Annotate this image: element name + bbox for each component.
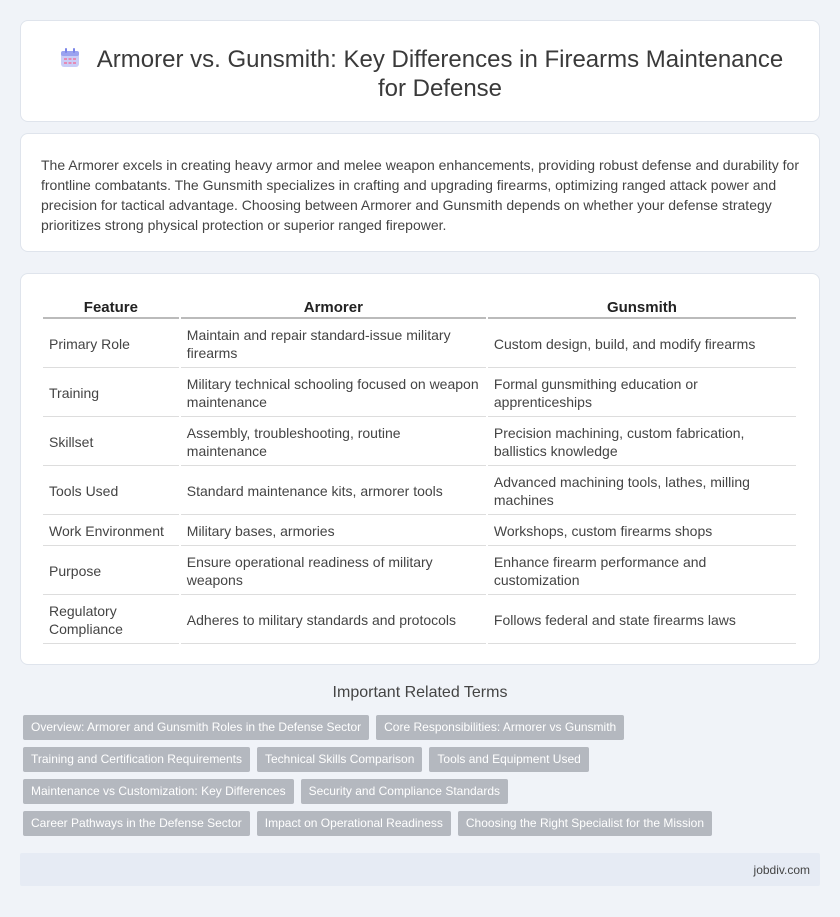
table-row	[43, 548, 796, 595]
gunsmith-cell: Precision machining, custom fabrication, ballistics knowledge	[488, 419, 796, 466]
armorer-cell: Ensure operational readiness of military weapons	[181, 548, 486, 595]
table-row	[43, 419, 796, 466]
comparison-card	[20, 273, 820, 665]
gunsmith-cell: Enhance firearm performance and customization	[488, 548, 796, 595]
feature-cell: Purpose	[43, 548, 179, 595]
intro-card	[20, 133, 820, 252]
related-term-tag[interactable]: Core Responsibilities: Armorer vs Gunsmith	[376, 715, 624, 740]
armorer-cell: Military bases, armories	[181, 517, 486, 546]
related-term-tag[interactable]: Choosing the Right Specialist for the Mission	[458, 811, 712, 836]
gunsmith-cell: Follows federal and state firearms laws	[488, 597, 796, 644]
table-row	[43, 370, 796, 417]
related-term-tag[interactable]: Training and Certification Requirements	[23, 747, 250, 772]
feature-cell: Tools Used	[43, 468, 179, 515]
armorer-cell: Standard maintenance kits, armorer tools	[181, 468, 486, 515]
feature-cell: Primary Role	[43, 321, 179, 368]
gunsmith-cell: Formal gunsmithing education or apprenticeships	[488, 370, 796, 417]
table-header-row	[43, 297, 796, 319]
armorer-cell: Maintain and repair standard-issue military firearms	[181, 321, 486, 368]
feature-cell: Work Environment	[43, 517, 179, 546]
related-terms-heading: Important Related Terms	[332, 684, 508, 701]
footer	[20, 853, 820, 886]
feature-cell: Skillset	[43, 419, 179, 466]
header-gunsmith: Gunsmith	[488, 297, 796, 319]
related-term-tag[interactable]: Career Pathways in the Defense Sector	[23, 811, 250, 836]
page-title: Armorer vs. Gunsmith: Key Differences in Firearms Maintenance for Defense	[96, 46, 784, 102]
gunsmith-cell: Advanced machining tools, lathes, milling machines	[488, 468, 796, 515]
intro-text: The Armorer excels in creating heavy armor and melee weapon enhancements, providing robust defense and durability for frontline combatants. The Gunsmith specializes in crafting and upgrading firearms, optimizing ranged attack power and precision for tactical advantage. Choosing between Armorer and Gunsmith depends on whether your defense strategy prioritizes strong physical protection or superior ranged firepower.	[41, 157, 799, 233]
header-armorer: Armorer	[181, 297, 486, 319]
table-row	[43, 468, 796, 515]
related-term-tag[interactable]: Security and Compliance Standards	[301, 779, 508, 804]
related-term-tag[interactable]: Technical Skills Comparison	[257, 747, 422, 772]
table-row	[43, 517, 796, 546]
related-term-tag[interactable]: Impact on Operational Readiness	[257, 811, 451, 836]
armorer-cell: Assembly, troubleshooting, routine maintenance	[181, 419, 486, 466]
related-terms-tags	[20, 715, 740, 836]
comparison-table	[41, 295, 798, 646]
related-term-tag[interactable]: Maintenance vs Customization: Key Differences	[23, 779, 294, 804]
feature-cell: Training	[43, 370, 179, 417]
gunsmith-cell: Custom design, build, and modify firearms	[488, 321, 796, 368]
header-feature: Feature	[43, 297, 179, 319]
table-row	[43, 321, 796, 368]
related-terms-section	[20, 684, 820, 836]
footer-site-link[interactable]: jobdiv.com	[753, 863, 810, 877]
table-row	[43, 597, 796, 644]
armorer-cell: Military technical schooling focused on weapon maintenance	[181, 370, 486, 417]
title-card	[20, 20, 820, 122]
gunsmith-cell: Workshops, custom firearms shops	[488, 517, 796, 546]
armorer-cell: Adheres to military standards and protocols	[181, 597, 486, 644]
feature-cell: Regulatory Compliance	[43, 597, 179, 644]
related-term-tag[interactable]: Tools and Equipment Used	[429, 747, 588, 772]
related-term-tag[interactable]: Overview: Armorer and Gunsmith Roles in the Defense Sector	[23, 715, 369, 740]
